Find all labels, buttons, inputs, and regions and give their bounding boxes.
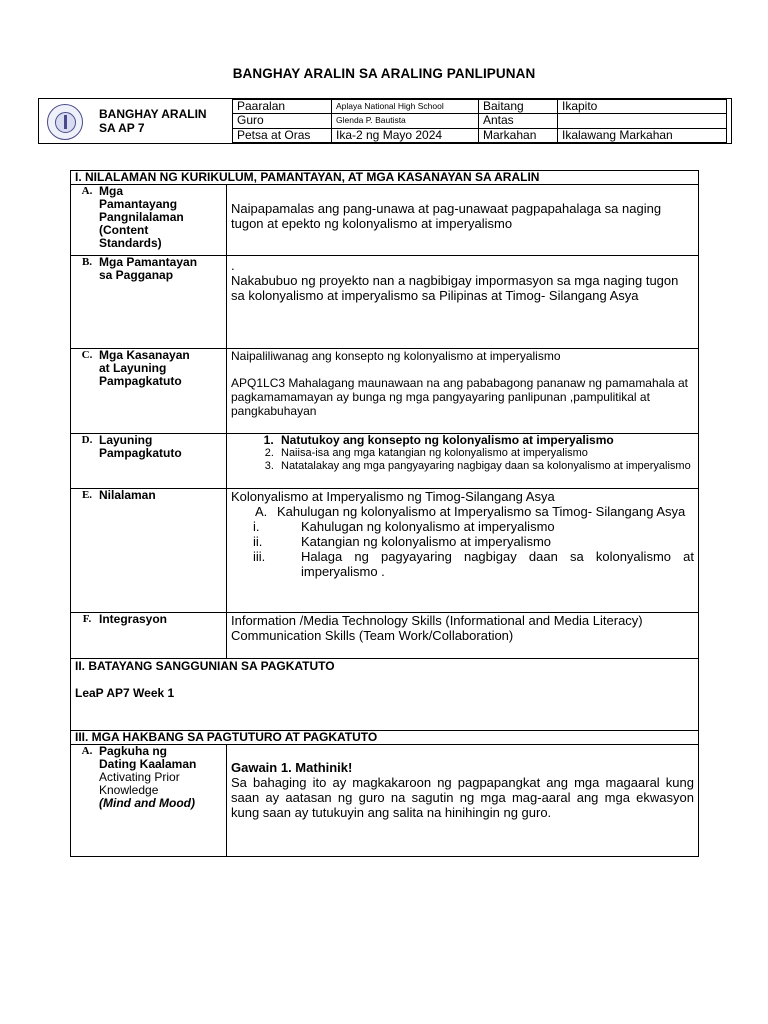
- row-C: [71, 349, 699, 434]
- label-antas: Antas: [479, 114, 558, 128]
- row-E: [71, 489, 699, 613]
- label-prior-knowledge: Pagkuha ng Dating Kaalaman: [99, 744, 197, 771]
- section1-heading: I. NILALAMAN NG KURIKULUM, PAMANTAYAN, AT MGA KASANAYAN SA ARALIN: [71, 171, 699, 185]
- competency-line1: Naipaliliwanag ang konsepto ng kolonyalismo at imperyalismo: [231, 349, 561, 363]
- label-cell-B: [71, 256, 227, 349]
- value-antas: [558, 114, 727, 128]
- label-baitang: Baitang: [479, 100, 558, 114]
- header-left-title: [99, 107, 207, 135]
- label-content: Nilalaman: [99, 488, 156, 502]
- header-row: [233, 114, 727, 128]
- content-title: Kolonyalismo at Imperyalismo ng Timog-Silangang Asya: [231, 489, 555, 504]
- content-sub: [231, 504, 694, 519]
- label-objectives: Layuning Pampagkatuto: [99, 433, 182, 460]
- label-competencies: Mga Kasanayan at Layuning Pampagkatuto: [99, 348, 190, 388]
- objective-item: 3. Natatalakay ang mga pangyayaring nagbigay daan sa kolonyalismo at imperyalismo: [277, 460, 694, 473]
- content-sub-text: Kahulugan ng kolonyalismo at Imperyalismo sa Timog- Silangang Asya: [277, 504, 686, 519]
- header-row: [233, 100, 727, 114]
- label-content-standards: Mga Pamantayang Pangnilalaman: [99, 184, 184, 224]
- content-cell: [227, 489, 699, 613]
- row-B: [71, 256, 699, 349]
- section2-heading: II. BATAYANG SANGGUNIAN SA PAGKATUTO: [75, 659, 335, 673]
- performance-standards: Nakabubuo ng proyekto nan a nagbibigay impormasyon sa mga naging tugon sa kolonyalismo at imperyalismo sa Pilipinas at Timog- Silangang Asya: [231, 273, 679, 303]
- reference-text: LeaP AP7 Week 1: [75, 686, 175, 700]
- section2-cell: [71, 659, 699, 731]
- value-petsa: Ika-2 ng Mayo 2024: [332, 128, 479, 142]
- value-guro: Glenda P. Bautista: [332, 114, 479, 128]
- row-letter: E.: [81, 489, 93, 501]
- label-content-standards-en: (Content Standards): [99, 223, 162, 250]
- row-III-A: [71, 745, 699, 857]
- integration-line1: Information /Media Technology Skills (Informational and Media Literacy): [231, 613, 643, 628]
- objectives-list: [231, 434, 694, 473]
- label-cell-A: [71, 185, 227, 256]
- label-petsa: Petsa at Oras: [233, 128, 332, 142]
- label-mind-mood: (Mind and Mood): [99, 796, 195, 810]
- competency-line2: APQ1LC3 Mahalagang maunawaan na ang pababagong pananaw ng pamamahala at pagkamamamayan ay bunga ng mga pangyayaring panlipunan ,pampulitikal at pangkabuhayan: [231, 376, 689, 418]
- objectives-cell: [227, 434, 699, 489]
- header-row: [233, 128, 727, 142]
- value-paaralan: Aplaya National High School: [332, 100, 479, 114]
- label-markahan: Markahan: [479, 128, 558, 142]
- deped-seal-icon: [47, 104, 83, 140]
- row-D: [71, 434, 699, 489]
- row-letter: F.: [82, 613, 92, 625]
- objective-item: 2. Naiisa-isa ang mga katangian ng kolonyalismo at imperyalismo: [277, 447, 694, 460]
- roman-item: i. Kahulugan ng kolonyalismo at imperyalismo: [253, 519, 555, 534]
- label-cell-D: [71, 434, 227, 489]
- row-letter: B.: [81, 256, 93, 268]
- label-performance-standards: Mga Pamantayan sa Pagganap: [99, 255, 198, 282]
- objective-item: 1. Natutukoy ang konsepto ng kolonyalismo at imperyalismo: [277, 434, 694, 447]
- content-sub-letter: A.: [255, 504, 268, 519]
- label-cell-C: [71, 349, 227, 434]
- lesson-plan-table: [70, 170, 699, 857]
- value-markahan: Ikalawang Markahan: [558, 128, 727, 142]
- integration-line2: Communication Skills (Team Work/Collaboration): [231, 628, 514, 643]
- content-roman-list: [231, 519, 694, 579]
- roman-item: ii. Katangian ng kolonyalismo at imperyalismo: [253, 534, 552, 549]
- row-letter: A.: [81, 185, 93, 197]
- activity-title: Gawain 1. Mathinik!: [231, 760, 353, 775]
- label-guro: Guro: [233, 114, 332, 128]
- performance-standards-cell: [227, 256, 699, 349]
- header-block: [38, 98, 732, 144]
- document-title: BANGHAY ARALIN SA ARALING PANLIPUNAN: [232, 66, 536, 81]
- row-letter: A.: [81, 745, 93, 757]
- activity-description: Sa bahaging ito ay magkakaroon ng pagpapangkat ang mga magaaral kung saan ay aatasan ng guro na sagutin ng mga mag-aaral ang mga ekwasyon kung saan ay tutukuyin ang salita na hinihingin ng guro.: [231, 775, 694, 820]
- label-cell-F: [71, 613, 227, 659]
- label-integration: Integrasyon: [99, 612, 168, 626]
- activity-cell: [227, 745, 699, 857]
- competencies-cell: [227, 349, 699, 434]
- section2-row: [71, 659, 699, 731]
- label-prior-knowledge-en: Activating Prior Knowledge: [99, 770, 180, 797]
- row-A: [71, 185, 699, 256]
- content-standards: Naipapamalas ang pang-unawa at pag-unawaat pagpapahalaga sa naging tugon at epekto ng kolonyalismo at imperyalismo: [227, 185, 699, 256]
- header-left-line2: SA AP 7: [99, 121, 145, 135]
- section-heading-row: [71, 731, 699, 745]
- section-heading-row: [71, 171, 699, 185]
- section3-heading: III. MGA HAKBANG SA PAGTUTURO AT PAGKATUTO: [71, 731, 699, 745]
- header-info-table: [232, 99, 727, 143]
- label-paaralan: Paaralan: [233, 100, 332, 114]
- dot-mark: .: [231, 258, 235, 273]
- row-letter: D.: [81, 434, 93, 446]
- integration-cell: [227, 613, 699, 659]
- label-cell-E: [71, 489, 227, 613]
- roman-item: iii. Halaga ng pagyayaring nagbigay daan sa kolonyalismo at imperyalismo .: [253, 549, 694, 579]
- header-left-line1: BANGHAY ARALIN: [99, 107, 207, 121]
- row-letter: C.: [81, 349, 93, 361]
- label-cell-III-A: [71, 745, 227, 857]
- value-baitang: Ikapito: [558, 100, 727, 114]
- row-F: [71, 613, 699, 659]
